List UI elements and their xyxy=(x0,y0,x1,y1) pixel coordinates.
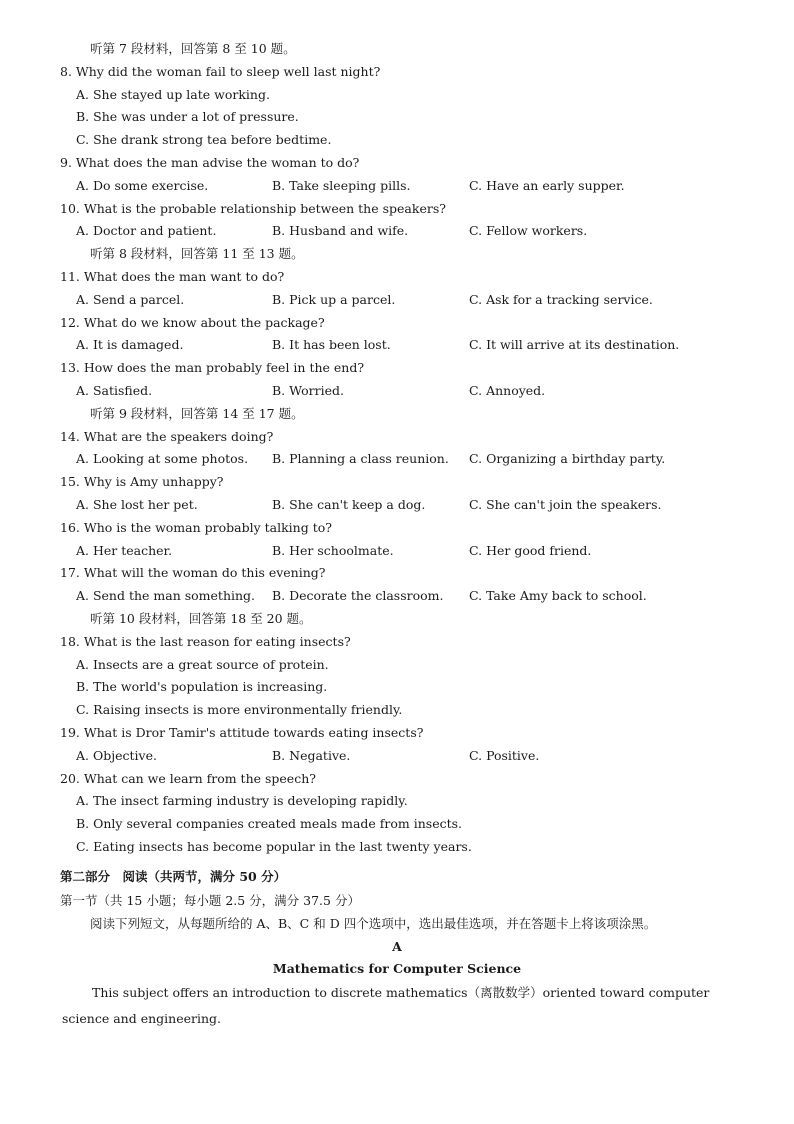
answer-option: C. Organizing a birthday party. xyxy=(469,451,666,467)
answer-option: C. It will arrive at its destination. xyxy=(469,337,680,353)
answer-option: C. Annoyed. xyxy=(469,383,546,398)
answer-option: B. The world's population is increasing. xyxy=(76,679,328,695)
answer-option: B. Take sleeping pills. xyxy=(272,177,411,193)
question: 19. What is Dror Tamir's attitude towards eating insects? xyxy=(60,725,424,740)
answer-option: B. Planning a class reunion. xyxy=(272,451,449,467)
question: 10. What is the probable relationship between the speakers? xyxy=(60,200,446,216)
answer-option: C. Take Amy back to school. xyxy=(469,588,647,604)
answer-option: B. It has been lost. xyxy=(272,337,391,353)
answer-option: A. Her teacher. xyxy=(76,542,173,558)
answer-option: C. She drank strong tea before bedtime. xyxy=(76,132,332,148)
answer-option: C. Raising insects is more environmentally friendly. xyxy=(76,702,403,718)
reading-section-title: 第一节（共 15 小题；每小题 2.5 分，满分 37.5 分） xyxy=(60,893,360,908)
question: 13. How does the man probably feel in the end? xyxy=(60,360,365,376)
answer-option: A. Looking at some photos. xyxy=(76,451,249,467)
answer-option: C. Ask for a tracking service. xyxy=(469,291,653,307)
answer-option: C. Positive. xyxy=(469,747,540,763)
answer-option: B. Pick up a parcel. xyxy=(272,291,396,307)
section-instruction: 听第 7 段材料，回答第 8 至 10 题。 xyxy=(90,41,296,56)
question: 17. What will the woman do this evening? xyxy=(60,565,326,581)
question: 14. What are the speakers doing? xyxy=(60,428,274,444)
passage-letter: A xyxy=(392,939,402,954)
section-instruction: 听第 10 段材料，回答第 18 至 20 题。 xyxy=(90,611,312,626)
answer-option: A. Objective. xyxy=(76,747,157,763)
answer-option: A. She stayed up late working. xyxy=(76,86,270,102)
question: 12. What do we know about the package? xyxy=(60,314,325,330)
answer-option: B. Only several companies created meals made from insects. xyxy=(76,816,463,832)
answer-option: A. Doctor and patient. xyxy=(76,223,217,239)
question: 15. Why is Amy unhappy? xyxy=(60,474,224,490)
reading-instruction: 阅读下列短文，从每题所给的 A、B、C 和 D 四个选项中，选出最佳选项，并在答题卡上将该项涂黑。 xyxy=(90,916,657,931)
answer-option: C. Her good friend. xyxy=(469,542,592,558)
question: 16. Who is the woman probably talking to? xyxy=(60,519,332,535)
answer-option: B. Her schoolmate. xyxy=(272,542,394,558)
section-instruction: 听第 8 段材料，回答第 11 至 13 题。 xyxy=(90,246,304,262)
question: 8. Why did the woman fail to sleep well last night? xyxy=(60,63,381,79)
passage-paragraph: This subject offers an introduction to discrete mathematics（离散数学）oriented toward computer science and engineering. xyxy=(62,985,710,1026)
answer-option: C. She can't join the speakers. xyxy=(469,497,662,512)
answer-option: B. Worried. xyxy=(272,383,344,398)
answer-option: B. Husband and wife. xyxy=(272,223,409,239)
question: 9. What does the man advise the woman to do? xyxy=(60,155,360,170)
answer-option: A. It is damaged. xyxy=(76,337,184,353)
answer-option: C. Have an early supper. xyxy=(469,177,625,193)
passage-title: Mathematics for Computer Science xyxy=(272,961,522,976)
question: 11. What does the man want to do? xyxy=(60,269,285,284)
answer-option: B. She can't keep a dog. xyxy=(272,497,426,512)
answer-option: C. Eating insects has become popular in the last twenty years. xyxy=(76,839,472,854)
answer-option: A. Satisfied. xyxy=(76,383,153,398)
answer-option: A. Do some exercise. xyxy=(76,177,209,193)
section-instruction: 听第 9 段材料，回答第 14 至 17 题。 xyxy=(90,405,304,421)
reading-part-title: 第二部分 阅读（共两节，满分 50 分） xyxy=(60,869,287,884)
answer-option: A. Send the man something. xyxy=(76,588,256,604)
answer-option: A. The insect farming industry is developing rapidly. xyxy=(76,793,408,809)
answer-option: A. She lost her pet. xyxy=(76,497,198,512)
answer-option: A. Insects are a great source of protein. xyxy=(76,656,329,672)
question: 18. What is the last reason for eating insects? xyxy=(60,633,351,649)
answer-option: B. Negative. xyxy=(272,747,351,763)
question: 20. What can we learn from the speech? xyxy=(60,770,316,786)
answer-option: B. She was under a lot of pressure. xyxy=(76,109,299,125)
answer-option: C. Fellow workers. xyxy=(469,223,588,239)
answer-option: A. Send a parcel. xyxy=(76,291,185,307)
answer-option: B. Decorate the classroom. xyxy=(272,588,444,604)
